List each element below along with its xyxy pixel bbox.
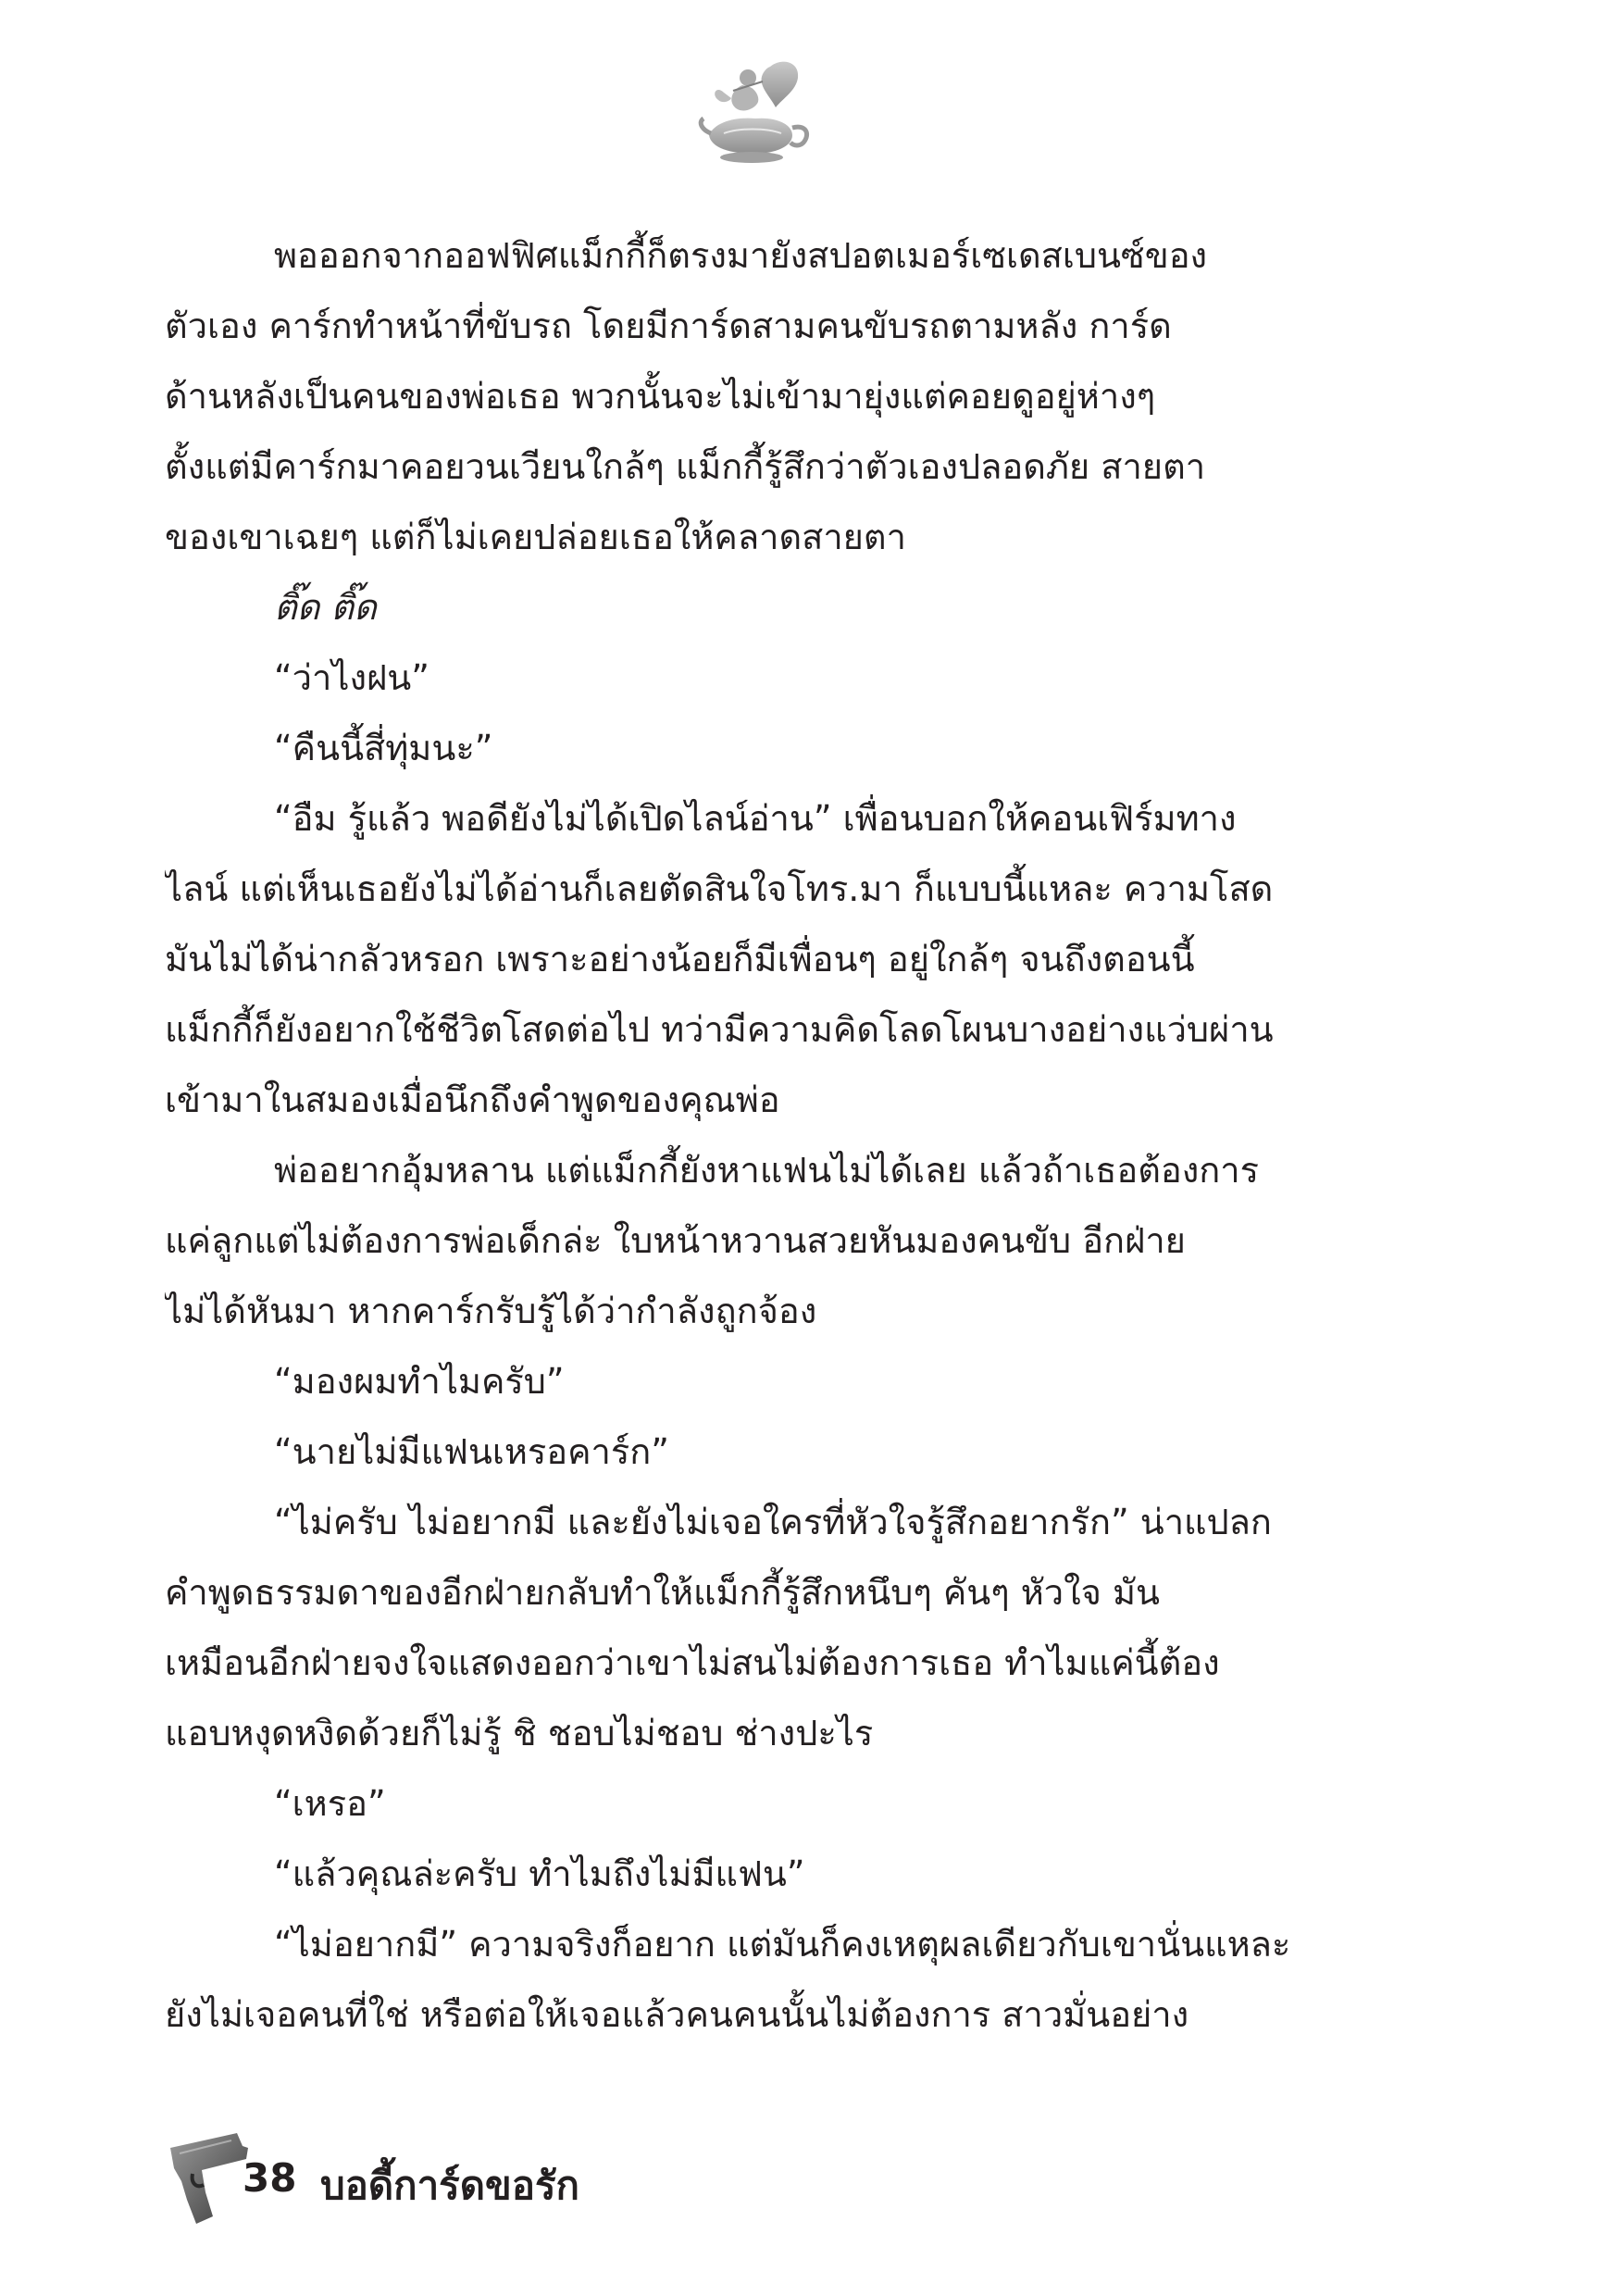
sound-effect-line: ติ๊ด ติ๊ด bbox=[274, 587, 377, 628]
paragraph-line: พอออกจากออฟฟิศแม็กกี้ก็ตรงมายังสปอตเมอร์เซเดสเบนซ์ของ bbox=[274, 235, 1208, 276]
paragraph-line: ไลน์ แต่เห็นเธอยังไม่ได้อ่านก็เลยตัดสินใจโทร.มา ก็แบบนี้แหละ ความโสด bbox=[165, 868, 1274, 909]
paragraph-line: แม็กกี้ก็ยังอยากใช้ชีวิตโสดต่อไป ทว่ามีความคิดโลดโผนบางอย่างแว่บผ่าน bbox=[165, 1009, 1274, 1050]
dialogue-line: “มองผมทำไมครับ” bbox=[274, 1361, 565, 1402]
page-footer bbox=[165, 2128, 813, 2229]
paragraph-line: เข้ามาในสมองเมื่อนึกถึงคำพูดของคุณพ่อ bbox=[165, 1079, 780, 1120]
dialogue-line: “แล้วคุณล่ะครับ ทำไมถึงไม่มีแฟน” bbox=[274, 1853, 805, 1894]
paragraph-line: “ไม่ครับ ไม่อยากมี และยังไม่เจอใครที่หัวใจรู้สึกอยากรัก” น่าแปลก bbox=[274, 1502, 1272, 1542]
dialogue-line: “เหรอ” bbox=[274, 1783, 386, 1824]
book-title: บอดี้การ์ดขอรัก bbox=[320, 2163, 579, 2208]
page-number: 38 bbox=[243, 2155, 297, 2201]
paragraph-line: เหมือนอีกฝ่ายจงใจแสดงออกว่าเขาไม่สนไม่ต้องการเธอ ทำไมแค่นี้ต้อง bbox=[165, 1642, 1220, 1683]
cupid-teapot-ornament-icon bbox=[696, 57, 815, 168]
paragraph-line: แค่ลูกแต่ไม่ต้องการพ่อเด็กล่ะ ใบหน้าหวานสวยหันมองคนขับ อีกฝ่าย bbox=[165, 1220, 1186, 1261]
paragraph-line: “อืม รู้แล้ว พอดียังไม่ได้เปิดไลน์อ่าน” เพื่อนบอกให้คอนเฟิร์มทาง bbox=[274, 798, 1237, 839]
dialogue-line: “คืนนี้สี่ทุ่มนะ” bbox=[274, 728, 493, 768]
paragraph-line: มันไม่ได้น่ากลัวหรอก เพราะอย่างน้อยก็มีเพื่อนๆ อยู่ใกล้ๆ จนถึงตอนนี้ bbox=[165, 939, 1195, 980]
paragraph-line: ตั้งแต่มีคาร์กมาคอยวนเวียนใกล้ๆ แม็กกี้รู้สึกว่าตัวเองปลอดภัย สายตา bbox=[165, 446, 1206, 487]
paragraph-line: ของเขาเฉยๆ แต่ก็ไม่เคยปล่อยเธอให้คลาดสายตา bbox=[165, 517, 906, 557]
paragraph-line: “ไม่อยากมี” ความจริงก็อยาก แต่มันก็คงเหตุผลเดียวกับเขานั่นแหละ bbox=[274, 1924, 1291, 1965]
dialogue-line: “ว่าไงฝน” bbox=[274, 657, 429, 698]
paragraph-line: พ่ออยากอุ้มหลาน แต่แม็กกี้ยังหาแฟนไม่ได้เลย แล้วถ้าเธอต้องการ bbox=[274, 1150, 1260, 1191]
paragraph-line: แอบหงุดหงิดด้วยก็ไม่รู้ ชิ ชอบไม่ชอบ ช่างปะไร bbox=[165, 1713, 874, 1753]
paragraph-line: ด้านหลังเป็นคนของพ่อเธอ พวกนั้นจะไม่เข้ามายุ่งแต่คอยดูอยู่ห่างๆ bbox=[165, 376, 1156, 417]
paragraph-line: ไม่ได้หันมา หากคาร์กรับรู้ได้ว่ากำลังถูกจ้อง bbox=[165, 1291, 817, 1331]
pistol-icon bbox=[165, 2128, 254, 2229]
paragraph-line: ตัวเอง คาร์กทำหน้าที่ขับรถ โดยมีการ์ดสามคนขับรถตามหลัง การ์ด bbox=[165, 306, 1172, 346]
dialogue-line: “นายไม่มีแฟนเหรอคาร์ก” bbox=[274, 1431, 669, 1472]
paragraph-line: คำพูดธรรมดาของอีกฝ่ายกลับทำให้แม็กกี้รู้สึกหนึบๆ คันๆ หัวใจ มัน bbox=[165, 1572, 1161, 1613]
body-text bbox=[165, 220, 1359, 2050]
paragraph-line: ยังไม่เจอคนที่ใช่ หรือต่อให้เจอแล้วคนคนนั้นไม่ต้องการ สาวมั่นอย่าง bbox=[165, 1994, 1189, 2035]
